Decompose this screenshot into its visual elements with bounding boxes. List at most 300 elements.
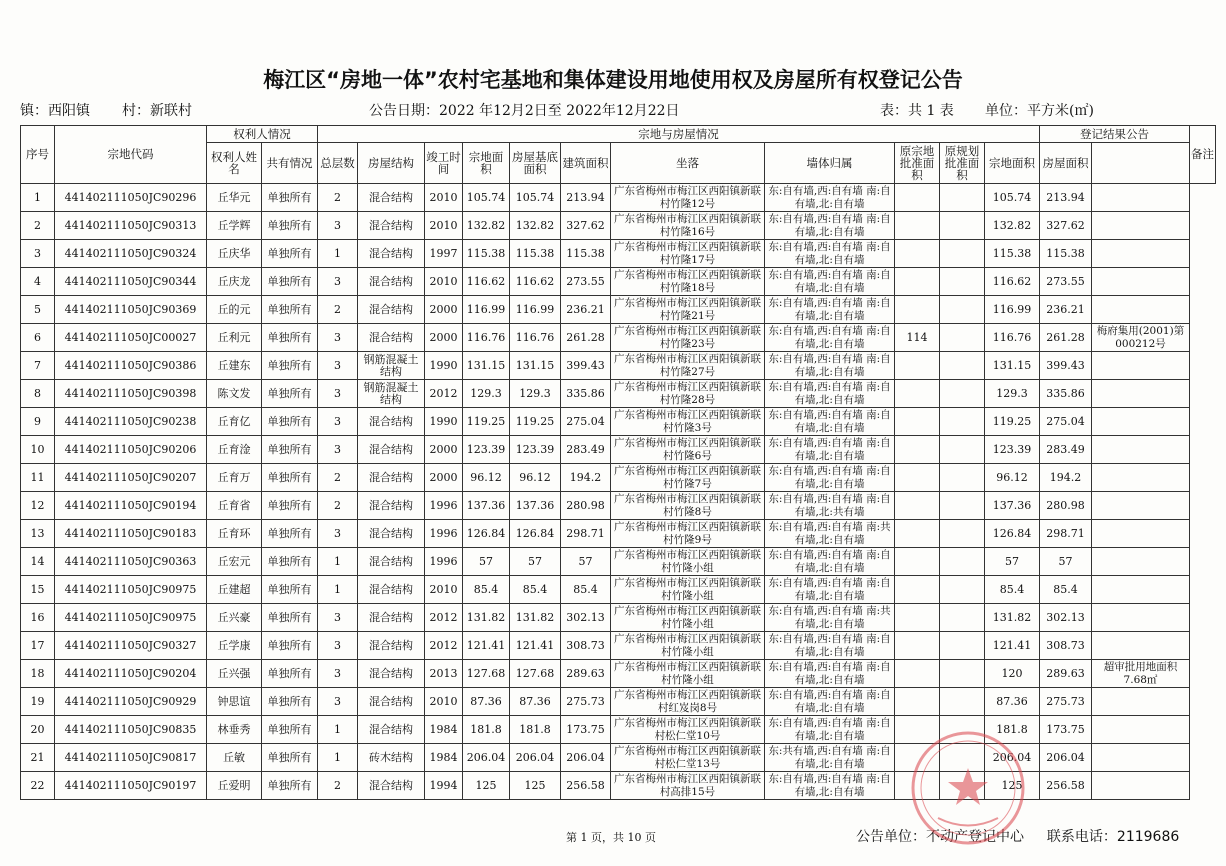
row-wall: 东:自有墙,西:自有墙 南:自有墙,北:共有墙 — [765, 492, 895, 520]
row-year: 2010 — [425, 576, 463, 604]
row-reg-land: 132.82 — [985, 212, 1040, 240]
row-owner: 丘建超 — [207, 576, 262, 604]
row-location: 广东省梅州市梅江区西阳镇新联村高排15号 — [611, 772, 765, 800]
row-base-area: 131.15 — [510, 352, 561, 380]
row-location: 广东省梅州市梅江区西阳镇新联村松仁堂10号 — [611, 716, 765, 744]
row-owner: 丘华元 — [207, 184, 262, 212]
row-seq: 11 — [21, 464, 55, 492]
row-remark — [1092, 604, 1190, 632]
row-orig-approved — [895, 240, 940, 268]
row-owner: 丘建东 — [207, 352, 262, 380]
row-year: 2000 — [425, 296, 463, 324]
row-share: 单独所有 — [262, 744, 318, 772]
row-build-area: 213.94 — [561, 184, 611, 212]
row-land-area: 123.39 — [463, 436, 510, 464]
header-floors: 总层数 — [318, 143, 358, 184]
row-location: 广东省梅州市梅江区西阳镇新联村竹隆7号 — [611, 464, 765, 492]
header-location: 坐落 — [611, 143, 765, 184]
row-location: 广东省梅州市梅江区西阳镇新联村红岌岗8号 — [611, 688, 765, 716]
row-remark — [1092, 436, 1190, 464]
row-reg-house: 173.75 — [1040, 716, 1092, 744]
row-structure: 混合结构 — [358, 660, 425, 688]
row-remark — [1092, 548, 1190, 576]
row-year: 2012 — [425, 604, 463, 632]
row-wall: 东:自有墙,西:自有墙 南:自有墙,北:自有墙 — [765, 464, 895, 492]
row-seq: 22 — [21, 772, 55, 800]
row-floors: 2 — [318, 772, 358, 800]
row-seq: 14 — [21, 548, 55, 576]
phone-label: 联系电话：2119686 — [1046, 829, 1180, 845]
row-orig-approved — [895, 632, 940, 660]
row-share: 单独所有 — [262, 772, 318, 800]
row-reg-land: 131.82 — [985, 604, 1040, 632]
row-location: 广东省梅州市梅江区西阳镇新联村竹隆27号 — [611, 352, 765, 380]
row-floors: 1 — [318, 716, 358, 744]
row-seq: 15 — [21, 576, 55, 604]
row-reg-house: 302.13 — [1040, 604, 1092, 632]
row-floors: 3 — [318, 520, 358, 548]
row-reg-house: 283.49 — [1040, 436, 1092, 464]
row-year: 2010 — [425, 688, 463, 716]
row-owner: 丘庆龙 — [207, 268, 262, 296]
row-owner: 丘宏元 — [207, 548, 262, 576]
row-reg-house: 57 — [1040, 548, 1092, 576]
row-remark — [1092, 632, 1190, 660]
row-build-area: 335.86 — [561, 380, 611, 408]
row-code: 441402111050JC90344 — [55, 268, 207, 296]
row-floors: 3 — [318, 660, 358, 688]
header-seq: 序号 — [21, 126, 55, 184]
row-seq: 10 — [21, 436, 55, 464]
unit-label: 单位：平方米(㎡) — [985, 103, 1094, 119]
row-location: 广东省梅州市梅江区西阳镇新联村竹隆16号 — [611, 212, 765, 240]
row-code: 441402111050JC90929 — [55, 688, 207, 716]
table-row — [21, 408, 1216, 436]
row-structure: 混合结构 — [358, 492, 425, 520]
row-structure: 混合结构 — [358, 520, 425, 548]
row-structure: 混合结构 — [358, 268, 425, 296]
row-wall: 东:自有墙,西:自有墙 南:自有墙,北:自有墙 — [765, 324, 895, 352]
row-reg-house: 206.04 — [1040, 744, 1092, 772]
header-land-group: 宗地与房屋情况 — [318, 126, 1040, 143]
row-orig-approved — [895, 408, 940, 436]
row-build-area: 273.55 — [561, 268, 611, 296]
row-floors: 3 — [318, 688, 358, 716]
row-base-area: 87.36 — [510, 688, 561, 716]
table-row — [21, 268, 1216, 296]
registration-table-wrapper — [20, 125, 1216, 800]
row-structure: 混合结构 — [358, 688, 425, 716]
notice-title: 梅江区“房地一体”农村宅基地和集体建设用地使用权及房屋所有权登记公告 — [263, 68, 963, 92]
row-code: 441402111050JC90183 — [55, 520, 207, 548]
row-build-area: 85.4 — [561, 576, 611, 604]
row-build-area: 57 — [561, 548, 611, 576]
row-remark — [1092, 184, 1190, 212]
row-reg-land: 116.62 — [985, 268, 1040, 296]
table-row — [21, 352, 1216, 380]
row-build-area: 280.98 — [561, 492, 611, 520]
row-land-area: 125 — [463, 772, 510, 800]
row-reg-house: 115.38 — [1040, 240, 1092, 268]
row-year: 2012 — [425, 632, 463, 660]
row-plan-approved — [940, 380, 985, 408]
row-build-area: 275.04 — [561, 408, 611, 436]
row-code: 441402111050JC90204 — [55, 660, 207, 688]
row-plan-approved — [940, 464, 985, 492]
row-code: 441402111050JC90313 — [55, 212, 207, 240]
row-wall: 东:自有墙,西:自有墙 南:自有墙,北:自有墙 — [765, 408, 895, 436]
row-floors: 3 — [318, 408, 358, 436]
table-row — [21, 744, 1216, 772]
header-year: 竣工时间 — [425, 143, 463, 184]
row-year: 2010 — [425, 212, 463, 240]
row-code: 441402111050JC90386 — [55, 352, 207, 380]
row-wall: 东:共有墙,西:自有墙 南:自有墙,北:自有墙 — [765, 744, 895, 772]
header-remark: 备注 — [1190, 126, 1216, 184]
row-remark — [1092, 464, 1190, 492]
row-seq: 17 — [21, 632, 55, 660]
table-row — [21, 604, 1216, 632]
row-land-area: 206.04 — [463, 744, 510, 772]
row-location: 广东省梅州市梅江区西阳镇新联村竹隆小组 — [611, 604, 765, 632]
row-floors: 1 — [318, 240, 358, 268]
row-owner: 丘爱明 — [207, 772, 262, 800]
row-location: 广东省梅州市梅江区西阳镇新联村竹隆3号 — [611, 408, 765, 436]
row-owner: 丘利元 — [207, 324, 262, 352]
row-structure: 混合结构 — [358, 576, 425, 604]
row-code: 441402111050JC90207 — [55, 464, 207, 492]
row-base-area: 126.84 — [510, 520, 561, 548]
row-code: 441402111050JC90327 — [55, 632, 207, 660]
row-location: 广东省梅州市梅江区西阳镇新联村竹隆小组 — [611, 576, 765, 604]
row-share: 单独所有 — [262, 268, 318, 296]
header-land-area: 宗地面积 — [463, 143, 510, 184]
row-year: 1996 — [425, 492, 463, 520]
row-code: 441402111050JC00027 — [55, 324, 207, 352]
row-code: 441402111050JC90363 — [55, 548, 207, 576]
row-remark — [1092, 744, 1190, 772]
row-owner: 丘育淦 — [207, 436, 262, 464]
row-year: 1990 — [425, 352, 463, 380]
row-reg-land: 105.74 — [985, 184, 1040, 212]
row-wall: 东:自有墙,西:自有墙 南:自有墙,北:自有墙 — [765, 632, 895, 660]
row-share: 单独所有 — [262, 464, 318, 492]
row-owner: 钟思谊 — [207, 688, 262, 716]
town-label: 镇：西阳镇 — [20, 103, 90, 119]
row-build-area: 261.28 — [561, 324, 611, 352]
row-reg-house: 275.04 — [1040, 408, 1092, 436]
row-land-area: 137.36 — [463, 492, 510, 520]
row-plan-approved — [940, 352, 985, 380]
row-seq: 3 — [21, 240, 55, 268]
header-reg-land: 宗地面积 — [985, 143, 1040, 184]
row-orig-approved — [895, 576, 940, 604]
row-seq: 21 — [21, 744, 55, 772]
row-base-area: 116.99 — [510, 296, 561, 324]
row-code: 441402111050JC90817 — [55, 744, 207, 772]
row-seq: 16 — [21, 604, 55, 632]
row-plan-approved — [940, 212, 985, 240]
header-base-area: 房屋基底面积 — [510, 143, 561, 184]
row-base-area: 57 — [510, 548, 561, 576]
row-year: 2012 — [425, 380, 463, 408]
row-share: 单独所有 — [262, 492, 318, 520]
row-seq: 6 — [21, 324, 55, 352]
row-seq: 2 — [21, 212, 55, 240]
row-orig-approved — [895, 688, 940, 716]
row-location: 广东省梅州市梅江区西阳镇新联村竹隆28号 — [611, 380, 765, 408]
row-orig-approved — [895, 184, 940, 212]
row-year: 1996 — [425, 548, 463, 576]
row-year: 1997 — [425, 240, 463, 268]
row-floors: 3 — [318, 352, 358, 380]
row-reg-land: 96.12 — [985, 464, 1040, 492]
table-row — [21, 212, 1216, 240]
row-build-area: 256.58 — [561, 772, 611, 800]
registration-table — [20, 125, 1216, 800]
row-base-area: 181.8 — [510, 716, 561, 744]
row-land-area: 116.99 — [463, 296, 510, 324]
row-location: 广东省梅州市梅江区西阳镇新联村竹隆18号 — [611, 268, 765, 296]
row-structure: 钢筋混凝土结构 — [358, 352, 425, 380]
table-row — [21, 548, 1216, 576]
row-structure: 砖木结构 — [358, 744, 425, 772]
row-build-area: 289.63 — [561, 660, 611, 688]
row-seq: 12 — [21, 492, 55, 520]
row-floors: 3 — [318, 212, 358, 240]
row-reg-land: 120 — [985, 660, 1040, 688]
row-wall: 东:自有墙,西:自有墙 南:自有墙,北:自有墙 — [765, 660, 895, 688]
row-build-area: 302.13 — [561, 604, 611, 632]
table-row — [21, 632, 1216, 660]
row-floors: 3 — [318, 436, 358, 464]
row-reg-house: 256.58 — [1040, 772, 1092, 800]
row-code: 441402111050JC90398 — [55, 380, 207, 408]
header-result-group: 登记结果公告 — [1040, 126, 1190, 143]
row-plan-approved — [940, 492, 985, 520]
table-row — [21, 464, 1216, 492]
table-row — [21, 520, 1216, 548]
row-remark — [1092, 688, 1190, 716]
row-location: 广东省梅州市梅江区西阳镇新联村竹隆8号 — [611, 492, 765, 520]
row-code: 441402111050JC90835 — [55, 716, 207, 744]
row-code: 441402111050JC90975 — [55, 604, 207, 632]
row-orig-approved: 114 — [895, 324, 940, 352]
row-location: 广东省梅州市梅江区西阳镇新联村竹隆12号 — [611, 184, 765, 212]
row-reg-land: 87.36 — [985, 688, 1040, 716]
header-reg-house: 房屋面积 — [1040, 143, 1092, 184]
row-code: 441402111050JC90296 — [55, 184, 207, 212]
row-reg-house: 85.4 — [1040, 576, 1092, 604]
row-base-area: 206.04 — [510, 744, 561, 772]
row-structure: 混合结构 — [358, 240, 425, 268]
row-reg-land: 181.8 — [985, 716, 1040, 744]
row-plan-approved — [940, 660, 985, 688]
row-owner: 丘敏 — [207, 744, 262, 772]
table-row — [21, 492, 1216, 520]
row-land-area: 131.15 — [463, 352, 510, 380]
row-share: 单独所有 — [262, 632, 318, 660]
row-base-area: 127.68 — [510, 660, 561, 688]
row-plan-approved — [940, 324, 985, 352]
row-share: 单独所有 — [262, 324, 318, 352]
row-reg-land: 119.25 — [985, 408, 1040, 436]
row-seq: 8 — [21, 380, 55, 408]
row-build-area: 194.2 — [561, 464, 611, 492]
row-base-area: 116.62 — [510, 268, 561, 296]
row-share: 单独所有 — [262, 520, 318, 548]
row-build-area: 327.62 — [561, 212, 611, 240]
row-reg-land: 85.4 — [985, 576, 1040, 604]
row-structure: 混合结构 — [358, 604, 425, 632]
row-location: 广东省梅州市梅江区西阳镇新联村竹隆小组 — [611, 548, 765, 576]
row-code: 441402111050JC90975 — [55, 576, 207, 604]
row-base-area: 115.38 — [510, 240, 561, 268]
row-land-area: 181.8 — [463, 716, 510, 744]
row-structure: 混合结构 — [358, 184, 425, 212]
row-floors: 3 — [318, 604, 358, 632]
row-base-area: 123.39 — [510, 436, 561, 464]
row-seq: 20 — [21, 716, 55, 744]
row-land-area: 129.3 — [463, 380, 510, 408]
row-orig-approved — [895, 296, 940, 324]
row-reg-house: 213.94 — [1040, 184, 1092, 212]
row-land-area: 96.12 — [463, 464, 510, 492]
row-share: 单独所有 — [262, 604, 318, 632]
row-base-area: 119.25 — [510, 408, 561, 436]
row-plan-approved — [940, 184, 985, 212]
row-base-area: 129.3 — [510, 380, 561, 408]
row-location: 广东省梅州市梅江区西阳镇新联村竹隆21号 — [611, 296, 765, 324]
row-land-area: 132.82 — [463, 212, 510, 240]
row-structure: 混合结构 — [358, 632, 425, 660]
row-reg-land: 116.76 — [985, 324, 1040, 352]
row-reg-land: 206.04 — [985, 744, 1040, 772]
row-wall: 东:自有墙,西:自有墙 南:自有墙,北:自有墙 — [765, 184, 895, 212]
sheet-count: 表：共 1 表 — [880, 103, 954, 119]
row-seq: 5 — [21, 296, 55, 324]
row-build-area: 173.75 — [561, 716, 611, 744]
row-owner: 丘育省 — [207, 492, 262, 520]
row-plan-approved — [940, 296, 985, 324]
row-remark — [1092, 492, 1190, 520]
row-wall: 东:自有墙,西:自有墙 南:自有墙,北:自有墙 — [765, 772, 895, 800]
row-floors: 3 — [318, 268, 358, 296]
row-structure: 钢筋混凝土结构 — [358, 380, 425, 408]
row-share: 单独所有 — [262, 240, 318, 268]
table-row — [21, 688, 1216, 716]
row-orig-approved — [895, 548, 940, 576]
row-build-area: 298.71 — [561, 520, 611, 548]
table-row — [21, 772, 1216, 800]
row-orig-approved — [895, 464, 940, 492]
row-reg-land: 57 — [985, 548, 1040, 576]
row-base-area: 137.36 — [510, 492, 561, 520]
row-remark — [1092, 268, 1190, 296]
row-base-area: 121.41 — [510, 632, 561, 660]
row-remark — [1092, 520, 1190, 548]
row-floors: 1 — [318, 576, 358, 604]
row-floors: 3 — [318, 380, 358, 408]
row-location: 广东省梅州市梅江区西阳镇新联村竹隆23号 — [611, 324, 765, 352]
row-land-area: 131.82 — [463, 604, 510, 632]
row-wall: 东:自有墙,西:自有墙 南:自有墙,北:自有墙 — [765, 716, 895, 744]
row-remark — [1092, 408, 1190, 436]
row-floors: 2 — [318, 464, 358, 492]
row-land-area: 121.41 — [463, 632, 510, 660]
row-base-area: 132.82 — [510, 212, 561, 240]
row-build-area: 115.38 — [561, 240, 611, 268]
row-orig-approved — [895, 212, 940, 240]
row-reg-land: 121.41 — [985, 632, 1040, 660]
row-reg-land: 126.84 — [985, 520, 1040, 548]
row-year: 1984 — [425, 716, 463, 744]
row-remark — [1092, 380, 1190, 408]
row-wall: 东:自有墙,西:自有墙 南:自有墙,北:自有墙 — [765, 548, 895, 576]
row-owner: 丘育万 — [207, 464, 262, 492]
row-year: 1994 — [425, 772, 463, 800]
header-owner-name: 权利人姓名 — [207, 143, 262, 184]
row-remark — [1092, 240, 1190, 268]
row-code: 441402111050JC90206 — [55, 436, 207, 464]
row-year: 2010 — [425, 184, 463, 212]
row-remark: 梅府集用(2001)第000212号 — [1092, 324, 1190, 352]
row-orig-approved — [895, 492, 940, 520]
row-land-area: 85.4 — [463, 576, 510, 604]
header-build-area: 建筑面积 — [561, 143, 611, 184]
row-reg-house: 236.21 — [1040, 296, 1092, 324]
row-reg-house: 280.98 — [1040, 492, 1092, 520]
header-owner-group: 权利人情况 — [207, 126, 318, 143]
row-code: 441402111050JC90324 — [55, 240, 207, 268]
row-floors: 2 — [318, 184, 358, 212]
row-plan-approved — [940, 632, 985, 660]
row-share: 单独所有 — [262, 576, 318, 604]
row-reg-land: 125 — [985, 772, 1040, 800]
row-plan-approved — [940, 268, 985, 296]
row-owner: 陈文发 — [207, 380, 262, 408]
row-reg-land: 129.3 — [985, 380, 1040, 408]
row-land-area: 57 — [463, 548, 510, 576]
table-row — [21, 240, 1216, 268]
table-row — [21, 324, 1216, 352]
row-owner: 丘兴豪 — [207, 604, 262, 632]
row-reg-house: 261.28 — [1040, 324, 1092, 352]
table-row — [21, 660, 1216, 688]
row-base-area: 96.12 — [510, 464, 561, 492]
row-owner: 丘学康 — [207, 632, 262, 660]
row-build-area: 283.49 — [561, 436, 611, 464]
notice-date: 公告日期：2022 年12月2日至 2022年12月22日 — [369, 103, 680, 119]
row-plan-approved — [940, 548, 985, 576]
row-build-area: 275.73 — [561, 688, 611, 716]
row-share: 单独所有 — [262, 408, 318, 436]
row-wall: 东:自有墙,西:自有墙 南:自有墙,北:自有墙 — [765, 240, 895, 268]
row-floors: 1 — [318, 744, 358, 772]
row-reg-house: 194.2 — [1040, 464, 1092, 492]
row-code: 441402111050JC90369 — [55, 296, 207, 324]
table-row — [21, 576, 1216, 604]
row-land-area: 119.25 — [463, 408, 510, 436]
row-seq: 7 — [21, 352, 55, 380]
row-reg-land: 137.36 — [985, 492, 1040, 520]
row-structure: 混合结构 — [358, 464, 425, 492]
row-owner: 丘育亿 — [207, 408, 262, 436]
row-floors: 2 — [318, 296, 358, 324]
row-reg-house: 275.73 — [1040, 688, 1092, 716]
row-location: 广东省梅州市梅江区西阳镇新联村松仁堂13号 — [611, 744, 765, 772]
row-year: 1990 — [425, 408, 463, 436]
